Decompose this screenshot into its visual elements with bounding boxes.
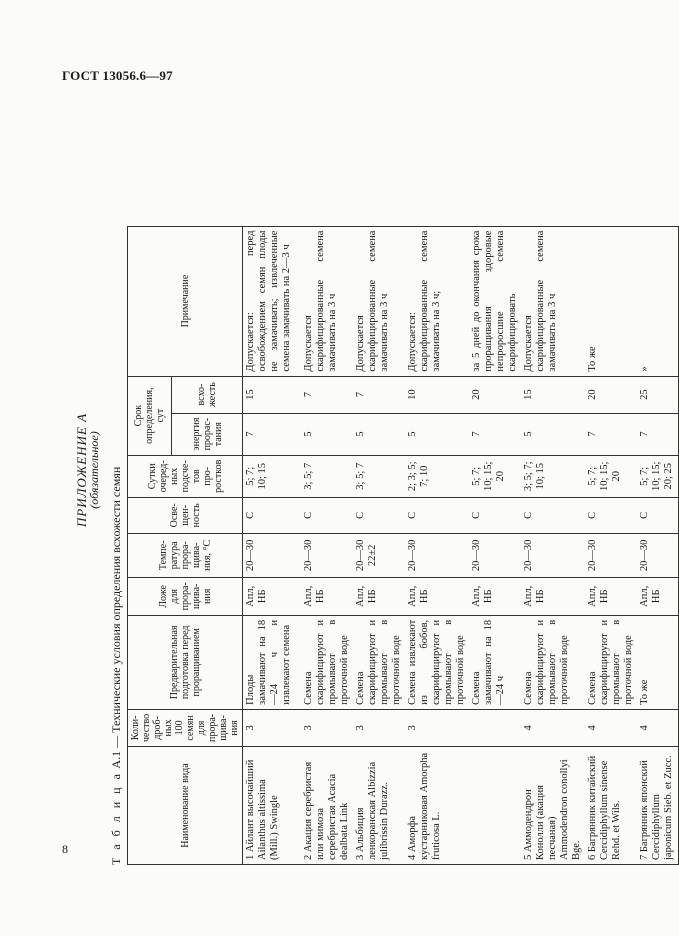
cell-prep: То же — [637, 615, 679, 709]
cell-energy: 7 — [637, 413, 679, 455]
table-row — [585, 226, 637, 864]
cell-light: С — [405, 497, 469, 533]
cell-energy: 7 — [585, 413, 637, 455]
cell-name: 5 Аммодендрон Конолли (акация песчаная) Ammodendron conollyi Bge. — [521, 747, 585, 865]
cell-germ: 7 — [301, 376, 353, 413]
cell-note: Допускается скарифицированные семена замачивать на 3 ч — [301, 226, 353, 376]
cell-count: 4 — [585, 709, 637, 746]
col-header-light: Осве-щен-ность — [128, 497, 243, 533]
cell-count: 4 — [521, 709, 585, 746]
col-header-temp: Темпе-ратура прора-щива-ния, °С — [128, 533, 243, 577]
col-header-germ: всхо-жесть — [172, 376, 243, 413]
cell-temp: 20—30 — [585, 533, 637, 577]
cell-light: С — [243, 497, 301, 533]
appendix-heading — [75, 75, 101, 865]
cell-germ: 20 — [585, 376, 637, 413]
cell-prep: Семена скарифицируют и промывают в проточной воде — [353, 615, 405, 709]
col-header-count: Коли-чество дроб- ных 100 семян для прора-щива-ния — [128, 709, 243, 746]
germination-table — [127, 226, 679, 865]
cell-note: » — [637, 226, 679, 376]
table-caption-text: А.1 — Технические условия определения всхожести семян — [109, 466, 123, 772]
cell-count: 3 — [243, 709, 301, 746]
col-header-note: Примечание — [128, 226, 243, 376]
cell-bed: Апл, НБ — [469, 577, 521, 615]
cell-note: То же — [585, 226, 637, 376]
cell-temp: 20—30 22±2 — [353, 533, 405, 577]
cell-name: 7 Багрянник японский Cercidiphyllum japonicum Sieb. et Zucc. — [637, 747, 679, 865]
cell-days: 3; 5; 7; 10; 15 — [521, 455, 585, 497]
page-number: 8 — [62, 842, 68, 856]
cell-light: С — [637, 497, 679, 533]
table-row — [243, 226, 301, 864]
cell-prep: Семена скарифицируют и промывают в проточной воде — [301, 615, 353, 709]
table-row — [637, 226, 679, 864]
cell-bed: Апл, НБ — [353, 577, 405, 615]
cell-germ: 7 — [353, 376, 405, 413]
cell-energy: 7 — [243, 413, 301, 455]
cell-temp: 20—30 — [405, 533, 469, 577]
appendix-subtitle: (обязательное) — [87, 431, 101, 509]
cell-light: С — [585, 497, 637, 533]
col-header-energy: энергия прорас-тания — [172, 413, 243, 455]
cell-energy: 5 — [405, 413, 469, 455]
col-header-prep: Предварительная подготовка перед проращиванием — [128, 615, 243, 709]
cell-days: 5; 7; 10; 15; 20; 25 — [637, 455, 679, 497]
table-row — [405, 226, 469, 864]
cell-days: 2; 3; 5; 7; 10 — [405, 455, 469, 497]
cell-light: С — [521, 497, 585, 533]
col-header-days: Сутки очеред-ных подсче-тов про-ростков — [128, 455, 243, 497]
cell-light: С — [353, 497, 405, 533]
cell-bed: Апл, НБ — [405, 577, 469, 615]
cell-name: 3 Альбиция ленкоранская Albizzia julibrissin Durazz. — [353, 747, 405, 865]
cell-prep: Семена скарифицируют и промывают в проточной воде — [585, 615, 637, 709]
cell-count: 3 — [301, 709, 353, 746]
document-header: ГОСТ 13056.6—97 — [62, 68, 173, 83]
cell-germ: 10 — [405, 376, 469, 413]
col-header-name: Наименование вида — [128, 747, 243, 865]
cell-prep: Семена замачивают на 18—24 ч — [469, 615, 521, 709]
cell-light: С — [469, 497, 521, 533]
cell-temp: 20—30 — [469, 533, 521, 577]
cell-note: Допускается: скарифицированные семена замачивать на 3 ч; — [405, 226, 469, 376]
cell-count: 4 — [637, 709, 679, 746]
cell-bed: Апл, НБ — [301, 577, 353, 615]
cell-days: 5; 7; 10; 15 — [243, 455, 301, 497]
col-header-bed: Ложе для прора-щива-ния — [128, 577, 243, 615]
cell-count — [469, 709, 521, 746]
cell-name: 2 Акация серебристая или мимоза серебристая Acacia dealbata Link — [301, 747, 353, 865]
cell-name — [469, 747, 521, 865]
cell-name: 6 Багрянник китайский Cercidiphyllum sinense Rehd. et Wils. — [585, 747, 637, 865]
cell-days: 3; 5; 7 — [353, 455, 405, 497]
table-caption-prefix: Т а б л и ц а — [109, 771, 123, 865]
cell-bed: Апл, НБ — [521, 577, 585, 615]
cell-light: С — [301, 497, 353, 533]
table-row — [353, 226, 405, 864]
cell-bed: Апл, НБ — [585, 577, 637, 615]
table-row — [301, 226, 353, 864]
cell-temp: 20—30 — [243, 533, 301, 577]
cell-note: Допускается: перед освобождением семян плоды не замачивать; извлеченные семена замачивать на 2—3 ч — [243, 226, 301, 376]
cell-note: Допускается скарифицированные семена замачивать на 3 ч — [353, 226, 405, 376]
cell-energy: 5 — [521, 413, 585, 455]
cell-temp: 20—30 — [301, 533, 353, 577]
cell-germ: 15 — [243, 376, 301, 413]
table-row — [521, 226, 585, 864]
table-caption — [109, 467, 124, 865]
cell-temp: 20—30 — [521, 533, 585, 577]
cell-days: 3; 5; 7 — [301, 455, 353, 497]
cell-count: 3 — [353, 709, 405, 746]
cell-note: Допускается скарифицированные семена замачивать на 3 ч — [521, 226, 585, 376]
cell-germ: 25 — [637, 376, 679, 413]
cell-bed: Апл, НБ — [637, 577, 679, 615]
cell-germ: 15 — [521, 376, 585, 413]
cell-energy: 5 — [353, 413, 405, 455]
rotated-content — [71, 75, 674, 865]
cell-days: 5; 7; 10; 15; 20 — [585, 455, 637, 497]
cell-prep: Семена скарифицируют и промывают в проточной воде — [521, 615, 585, 709]
cell-bed: Апл, НБ — [243, 577, 301, 615]
cell-count: 3 — [405, 709, 469, 746]
cell-note: за 5 дней до окончания срока проращивания здоровые непроросшие семена скарифицировать — [469, 226, 521, 376]
cell-name: 4 Аморфа кустарниковая Amorpha fruticosa L. — [405, 747, 469, 865]
cell-germ: 20 — [469, 376, 521, 413]
col-header-term: Срок определения, сут — [128, 376, 172, 455]
table-row — [469, 226, 521, 864]
cell-prep: Семена извлекают из бобов, скарифицируют и промывают в проточной воде — [405, 615, 469, 709]
appendix-title: ПРИЛОЖЕНИЕ А — [74, 412, 89, 528]
cell-prep: Плоды замачивают на 18—24 ч и извлекают семена — [243, 615, 301, 709]
cell-temp: 20—30 — [637, 533, 679, 577]
cell-name: 1 Айлант высочайший Ailanthus altissima (Mill.) Swingle — [243, 747, 301, 865]
cell-energy: 5 — [301, 413, 353, 455]
cell-energy: 7 — [469, 413, 521, 455]
cell-days: 5; 7; 10; 15; 20 — [469, 455, 521, 497]
